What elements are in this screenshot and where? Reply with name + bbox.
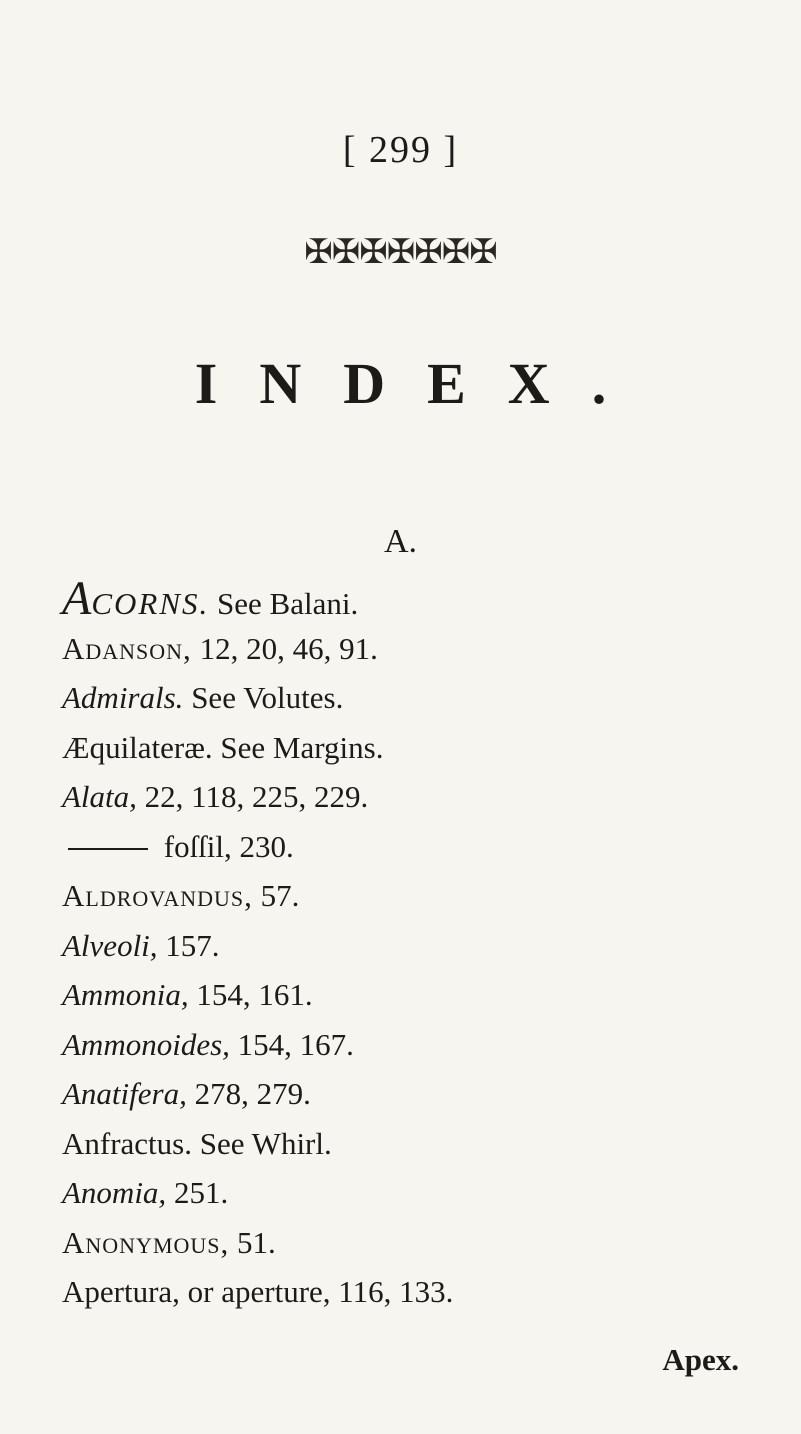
index-entry-ammonoides [62,1020,762,1070]
section-letter: A. [383,523,418,560]
entry-heading: Aldrovandus, [62,878,253,913]
entry-references: 251. [166,1175,229,1210]
entry-heading: Æquilateræ. [62,729,213,765]
ditto-dash [68,848,148,850]
index-entries [62,574,762,1317]
index-entry-alata-fossil [62,822,762,872]
index-entry-alata [62,772,762,822]
entry-references: 57. [252,878,300,913]
entry-heading: Anonymous, [62,1224,230,1260]
entry-heading: Anomia, [62,1175,167,1210]
entry-heading: Alata, [62,779,137,814]
entry-heading: Adanson, [62,630,192,666]
entry-heading: Apertura, [62,1274,180,1309]
drop-capital: A [62,572,92,625]
index-entry-anatifera [62,1069,762,1119]
entry-heading: Alveoli, [62,927,158,963]
index-title: INDEX. [194,351,649,416]
entry-heading: Ammonoides, [62,1026,230,1062]
entry-references: 154, 161. [188,977,313,1012]
entry-references: See Whirl. [191,1125,332,1161]
index-entry-anonymous [62,1218,762,1268]
entry-references: See Volutes. [183,680,344,715]
entry-references: 51. [229,1224,276,1260]
entry-references: 278, 279. [186,1076,311,1111]
index-entry-apertura [62,1267,762,1317]
catchword: Apex. [662,1342,739,1377]
entry-heading: ACORNS. [62,572,210,625]
index-entry-admirals [62,673,762,723]
entry-heading: Ammonia, [62,977,189,1012]
entry-references: 12, 20, 46, 91. [191,630,378,666]
entry-references: 22, 118, 225, 229. [136,779,369,814]
index-entry-anfractus [62,1119,762,1169]
entry-heading: Anatifera, [62,1076,187,1111]
entry-references: See Margins. [212,729,384,765]
entry-references: 157. [157,927,220,963]
index-entry-aldrovandus [62,871,762,921]
index-entry-alveoli [62,921,762,971]
entry-references: or aperture, 116, 133. [179,1274,454,1309]
index-entry-anomia [62,1168,762,1218]
ornament-rule: ✠✠✠✠✠✠✠ [304,234,497,271]
index-entry-adanson [62,624,762,674]
index-entry-acorns [62,574,762,624]
page-number: [ 299 ] [342,129,459,171]
entry-heading: Admirals. [62,680,184,715]
index-entry-aequilaterae [62,723,762,773]
index-entry-ammonia [62,970,762,1020]
entry-references: 154, 167. [229,1026,354,1062]
entry-references: foſſil, 230. [156,828,294,864]
entry-heading: Anfractus. [62,1125,192,1161]
entry-references: See Balani. [209,586,359,621]
